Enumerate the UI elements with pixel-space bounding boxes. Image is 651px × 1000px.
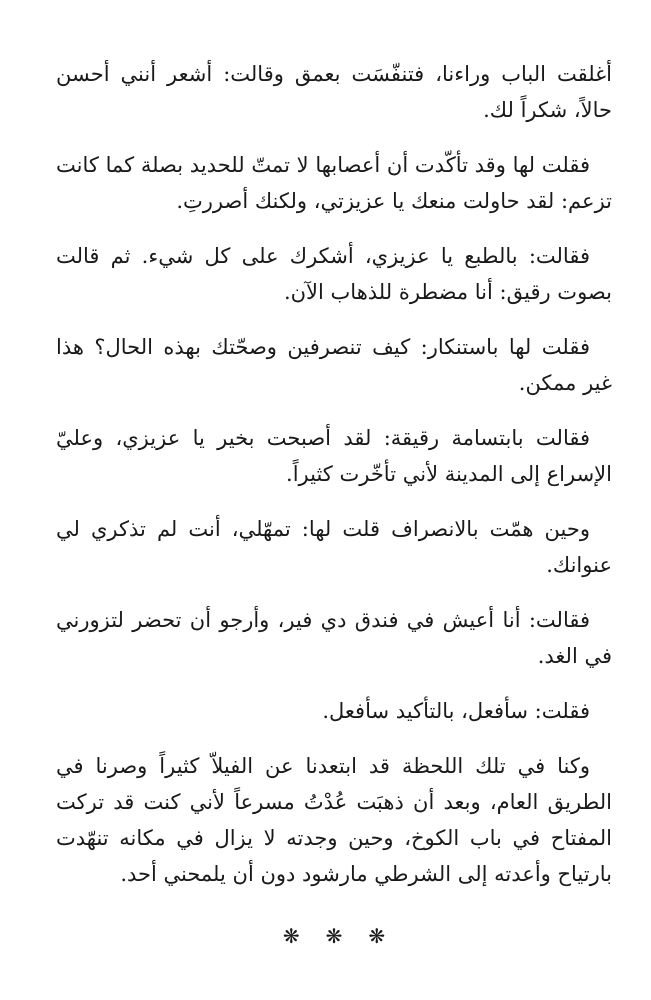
section-separator [56,926,612,946]
separator-star-icon: ❋ [282,924,300,948]
paragraph-7: فقالت: أنا أعيش في فندق دي فير، وأرجو أن تحضر لتزورني في الغد. [56,608,612,668]
paragraph-3: فقالت: بالطبع يا عزيزي، أشكرك على كل شيء. ثم قالت بصوت رقيق: أنا مضطرة للذهاب الآن. [56,244,612,304]
page-body [56,56,612,946]
paragraph-2: فقلت لها وقد تأكّدت أن أعصابها لا تمتّ للحديد بصلة كما كانت تزعم: لقد حاولت منعك يا عزيزتي، ولكنك أصررتِ. [56,153,612,213]
paragraph-4: فقلت لها باستنكار: كيف تنصرفين وصحّتك بهذه الحال؟ هذا غير ممكن. [56,335,612,395]
paragraph-5: فقالت بابتسامة رقيقة: لقد أصبحت بخير يا عزيزي، وعليّ الإسراع إلى المدينة لأني تأخّرت كثيراً. [56,426,612,486]
paragraph-1: أغلقت الباب وراءنا، فتنفّسَت بعمق وقالت: أشعر أنني أحسن حالاً، شكراً لك. [56,62,612,122]
paragraph-6: وحين همّت بالانصراف قلت لها: تمهّلي، أنت لم تذكري لي عنوانك. [56,517,612,577]
paragraph-8: فقلت: سأفعل، بالتأكيد سأفعل. [322,699,590,723]
separator-star-icon: ❋ [368,924,386,948]
separator-star-icon: ❋ [325,924,343,948]
paragraph-9: وكنا في تلك اللحظة قد ابتعدنا عن الفيلاّ كثيراً وصرنا في الطريق العام، وبعد أن ذهبَت عُدْتُ مسرعاً لأني كنت قد تركت المفتاح في باب الكوخ، وحين وجدته لا يزال في مكانه تنهّدت بارتياح وأعدته إلى الشرطي مارشود دون أن يلمحني أحد. [56,754,612,886]
